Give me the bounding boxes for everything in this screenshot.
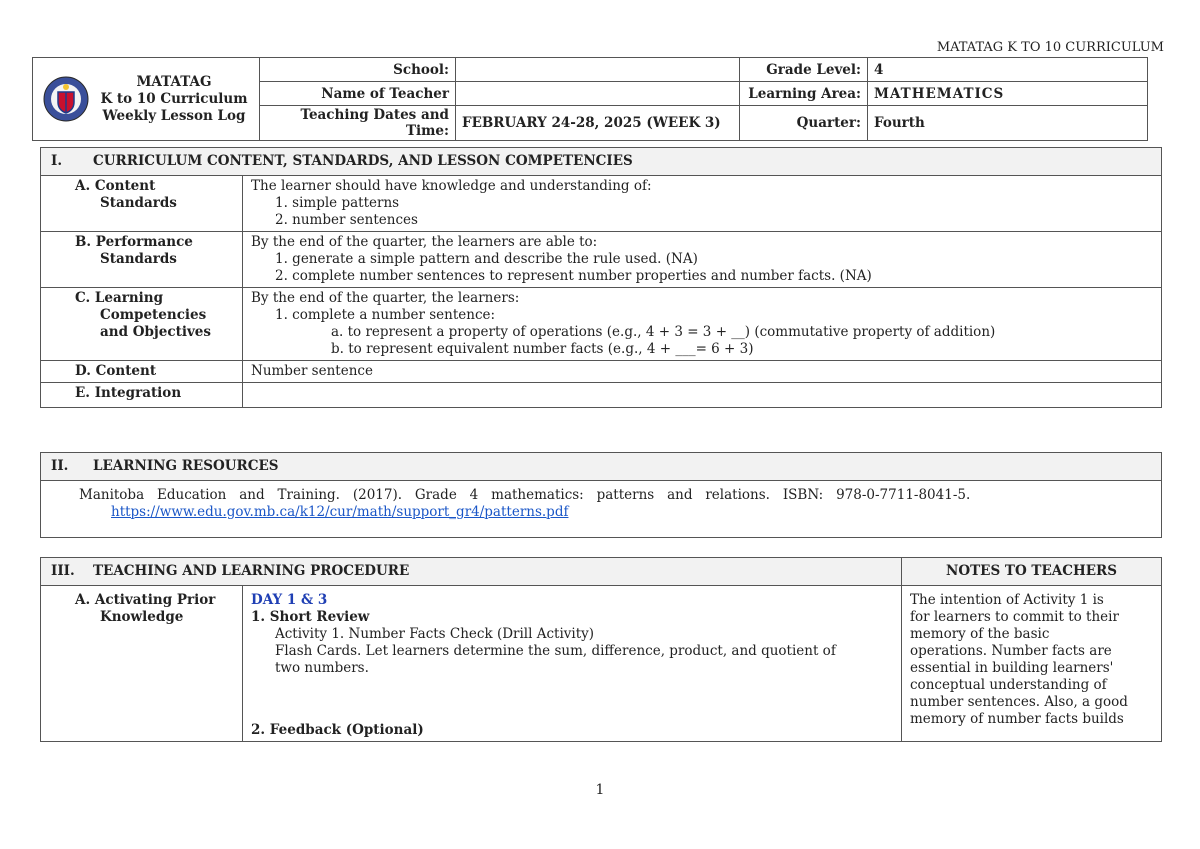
page-number: 1 <box>595 782 605 798</box>
flash-cards-text: Flash Cards. Let learners determine the sum, difference, product, and quotient of <box>275 643 836 659</box>
section-3-title: TEACHING AND LEARNING PROCEDURE <box>93 563 410 579</box>
teacher-label: Name of Teacher <box>260 82 456 106</box>
resource-link[interactable]: https://www.edu.gov.mb.ca/k12/cur/math/support_gr4/patterns.pdf <box>111 504 569 520</box>
prior-knowledge-label: A. Activating Prior Knowledge <box>41 586 243 742</box>
grade-label: Grade Level: <box>740 58 868 82</box>
integration-value <box>243 383 1162 408</box>
note-line: The intention of Activity 1 is <box>910 592 1104 608</box>
content-standard-item: 1. simple patterns <box>275 195 400 211</box>
competencies-label: C. Learning Competencies and Objectives <box>41 288 243 361</box>
note-line: operations. Number facts are <box>910 643 1112 659</box>
note-line: essential in building learners' <box>910 660 1114 676</box>
org-line-1: MATATAG <box>136 73 212 90</box>
quarter-label: Quarter: <box>740 106 868 141</box>
resource-citation: Manitoba Education and Training. (2017). Grade 4 mathematics: patterns and relations. ISBN: 978-0-7711-8041-5. <box>79 487 971 503</box>
day-label: DAY 1 & 3 <box>251 592 328 608</box>
content-standards-label: A. Content Standards <box>41 176 243 232</box>
resources-section <box>40 452 1162 538</box>
section-1-numeral: I. <box>51 153 63 169</box>
area-value[interactable]: MATHEMATICS <box>868 82 1148 106</box>
dates-label: Teaching Dates and Time: <box>260 106 456 141</box>
feedback-item: 2. Feedback (Optional) <box>251 722 424 738</box>
competencies-cell <box>243 288 1162 361</box>
performance-standard-item: 2. complete number sentences to represent number properties and number facts. (NA) <box>275 268 872 284</box>
procedure-section <box>40 557 1162 742</box>
note-line: number sentences. Also, a good <box>910 694 1128 710</box>
deped-seal-icon <box>43 76 89 122</box>
performance-standards-intro: By the end of the quarter, the learners are able to: <box>251 234 598 250</box>
competency-item: 1. complete a number sentence: <box>275 307 496 323</box>
note-line: conceptual understanding of <box>910 677 1107 693</box>
curriculum-label: MATATAG K TO 10 CURRICULUM <box>936 40 1164 55</box>
section-1-header <box>41 148 1162 176</box>
integration-label: E. Integration <box>41 383 243 408</box>
short-review-item: 1. Short Review <box>251 609 370 625</box>
competency-subitem-a: a. to represent a property of operations (e.g., 4 + 3 = 3 + __) (commutative property of addition) <box>331 324 996 340</box>
content-standards-intro: The learner should have knowledge and understanding of: <box>251 178 652 194</box>
procedure-cell <box>243 586 902 742</box>
content-standards-cell <box>243 176 1162 232</box>
grade-value[interactable]: 4 <box>868 58 1148 82</box>
teacher-value[interactable] <box>456 82 740 106</box>
section-2-numeral: II. <box>51 458 69 474</box>
section-3-numeral: III. <box>51 563 75 579</box>
section-1-title: CURRICULUM CONTENT, STANDARDS, AND LESSON COMPETENCIES <box>93 153 633 169</box>
note-line: memory of the basic <box>910 626 1050 642</box>
org-line-2: K to 10 Curriculum <box>100 90 248 107</box>
school-value[interactable] <box>456 58 740 82</box>
notes-cell <box>902 586 1162 742</box>
competencies-intro: By the end of the quarter, the learners: <box>251 290 520 306</box>
content-value: Number sentence <box>243 361 1162 383</box>
dates-value[interactable]: FEBRUARY 24-28, 2025 (WEEK 3) <box>456 106 740 141</box>
resources-cell <box>41 481 1162 538</box>
notes-header: NOTES TO TEACHERS <box>902 558 1162 586</box>
org-line-3: Weekly Lesson Log <box>102 107 246 124</box>
org-block <box>33 58 260 141</box>
flash-cards-text-2: two numbers. <box>275 660 369 676</box>
section-3-header <box>41 558 902 586</box>
activity-title: Activity 1. Number Facts Check (Drill Activity) <box>275 626 595 642</box>
curriculum-section <box>40 147 1162 408</box>
performance-standards-cell <box>243 232 1162 288</box>
section-2-header <box>41 453 1162 481</box>
content-standard-item: 2. number sentences <box>275 212 418 228</box>
performance-standard-item: 1. generate a simple pattern and describe the rule used. (NA) <box>275 251 698 267</box>
note-line: memory of number facts builds <box>910 711 1124 727</box>
performance-standards-label: B. Performance Standards <box>41 232 243 288</box>
note-line: for learners to commit to their <box>910 609 1119 625</box>
section-2-title: LEARNING RESOURCES <box>93 458 279 474</box>
quarter-value[interactable]: Fourth <box>868 106 1148 141</box>
content-label: D. Content <box>41 361 243 383</box>
school-label: School: <box>260 58 456 82</box>
header-table <box>32 57 1148 141</box>
competency-subitem-b: b. to represent equivalent number facts (e.g., 4 + ___= 6 + 3) <box>331 341 754 357</box>
area-label: Learning Area: <box>740 82 868 106</box>
